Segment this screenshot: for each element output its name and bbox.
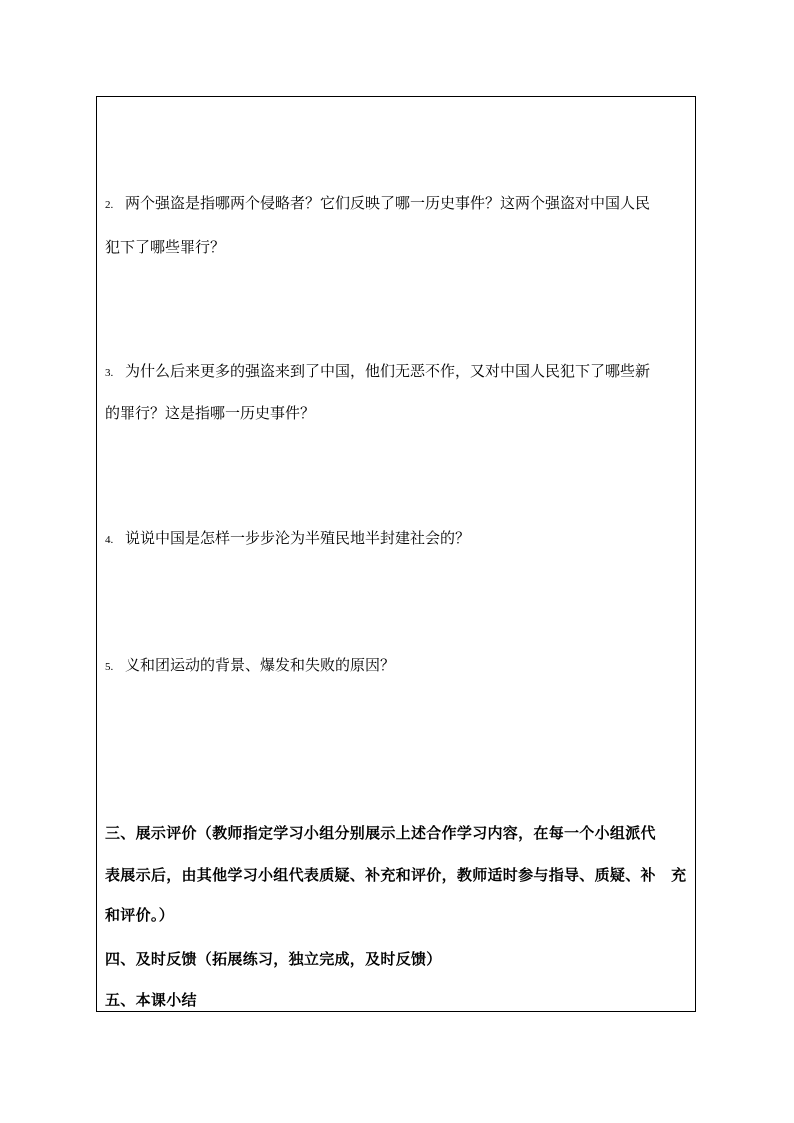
question-5-line-1 [105, 655, 395, 677]
question-text: 为什么后来更多的强盗来到了中国，他们无恶不作，又对中国人民犯下了哪些新 [125, 362, 651, 380]
question-4-line-1 [105, 528, 470, 550]
question-2-line-2: 犯下了哪些罪行？ [105, 238, 226, 256]
question-number: 2. [105, 199, 114, 211]
question-text: 两个强盗是指哪两个侵略者？它们反映了哪一历史事件？这两个强盗对中国人民 [125, 194, 651, 212]
question-3-line-2: 的罪行？这是指哪一历史事件？ [105, 404, 316, 422]
question-text: 说说中国是怎样一步步沦为半殖民地半封建社会的？ [125, 529, 471, 547]
question-number: 3. [105, 367, 114, 379]
question-2-line-1 [105, 193, 650, 215]
section-display-eval-line-2: 表展示后，由其他学习小组代表质疑、补充和评价，教师适时参与指导、质疑、补 充 [105, 866, 687, 884]
section-display-eval-line-1: 三、展示评价（教师指定学习小组分别展示上述合作学习内容，在每一个小组派代 [105, 824, 656, 842]
question-text: 义和团运动的背景、爆发和失败的原因？ [125, 656, 396, 674]
section-display-eval-line-3: 和评价。） [105, 906, 175, 924]
question-number: 5. [105, 661, 114, 673]
question-number: 4. [105, 534, 114, 546]
question-3-line-1 [105, 361, 650, 383]
lesson-table-cell [96, 96, 696, 1012]
section-summary: 五、本课小结 [105, 991, 197, 1009]
section-feedback: 四、及时反馈（拓展练习，独立完成，及时反馈） [105, 950, 442, 968]
